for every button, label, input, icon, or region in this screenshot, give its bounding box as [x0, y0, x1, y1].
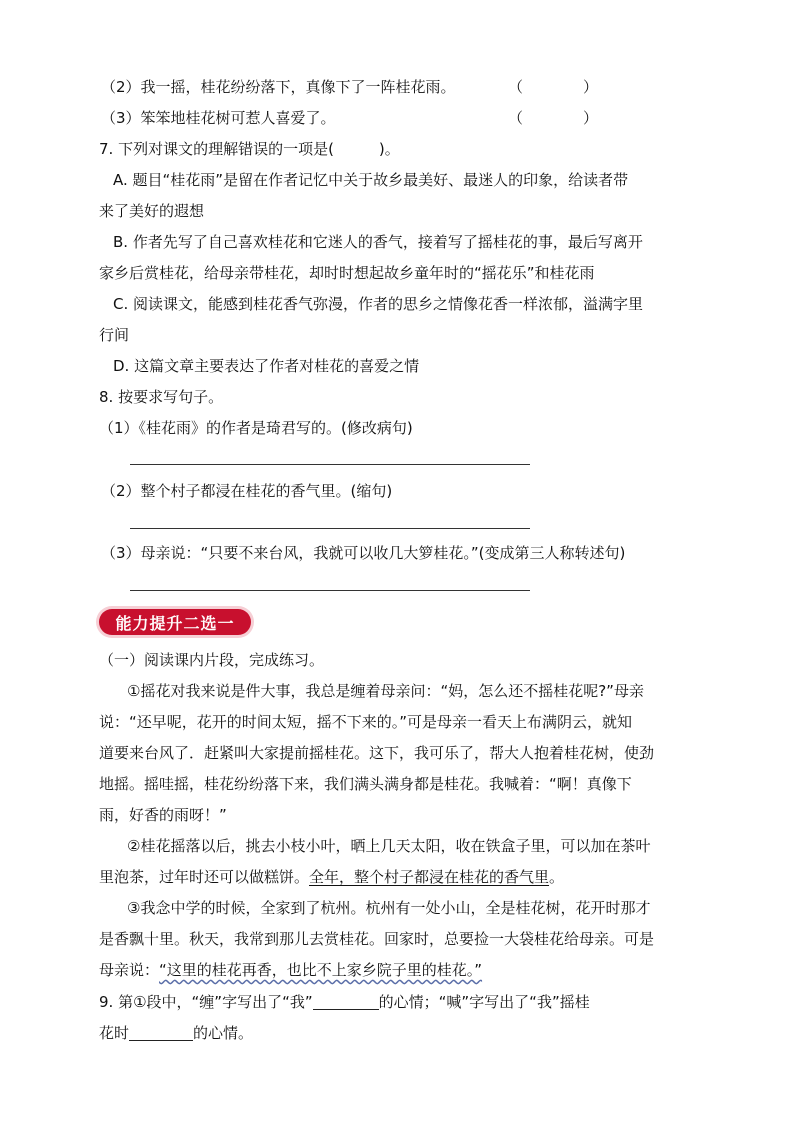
answer-parentheses-6-3[interactable]: （ ）	[508, 109, 599, 127]
passage-paragraph-3-line-2: 是香飘十里。秋天，我常到那儿去赏桂花。回家时，总要捡一大袋桂花给母亲。可是	[99, 930, 655, 948]
passage-paragraph-1-line-1: ①摇花对我来说是件大事，我总是缠着母亲问：“妈，怎么还不摇桂花呢?”母亲	[127, 682, 644, 700]
question-7-option-a: A. 题目“桂花雨”是留在作者记忆中关于故乡最美好、最迷人的印象，给读者带	[113, 171, 629, 189]
question-9-text: 9. 第①段中，“缠”字写出了“我”	[99, 993, 313, 1011]
question-7-option-a-cont: 来了美好的遐想	[99, 202, 205, 220]
answer-blank-9-2[interactable]	[129, 1024, 193, 1041]
section-badge: 能力提升二选一	[99, 609, 251, 635]
question-7-option-b: B. 作者先写了自己喜欢桂花和它迷人的香气，接着写了摇桂花的事，最后写离开	[113, 233, 643, 251]
passage-paragraph-1-line-5: 雨，好香的雨呀！”	[99, 806, 227, 824]
passage-intro: （一）阅读课内片段，完成练习。	[99, 651, 325, 669]
answer-line-8-1[interactable]	[130, 464, 530, 465]
passage-paragraph-3-line-1: ③我念中学的时候，全家到了杭州。杭州有一处小山，全是桂花树，花开时那才	[127, 899, 651, 917]
question-6-item-3: （3）笨笨地桂花树可惹人喜爱了。	[101, 109, 336, 127]
passage-paragraph-2-line-1: ②桂花摇落以后，挑去小枝小叶，晒上几天太阳，收在铁盒子里，可以加在茶叶	[127, 837, 651, 855]
question-9-text: 花时	[99, 1024, 130, 1042]
answer-line-8-2[interactable]	[130, 528, 530, 529]
answer-line-8-3[interactable]	[130, 590, 530, 591]
question-8-item-2: （2）整个村子都浸在桂花的香气里。(缩句)	[101, 482, 393, 500]
passage-paragraph-1-line-2: 说：“还早呢，花开的时间太短，摇不下来的。”可是母亲一看天上布满阴云，就知	[99, 713, 633, 731]
passage-text: 母亲说：	[99, 961, 160, 979]
underlined-sentence: 全年，整个村子都浸在桂花的香气里	[309, 868, 550, 886]
question-9-text: 的心情；“喊”字写出了“我”摇桂	[378, 993, 590, 1011]
answer-blank-9-1[interactable]	[313, 993, 379, 1010]
question-8-title: 8. 按要求写句子。	[99, 388, 224, 406]
passage-paragraph-3-line-3	[99, 960, 482, 980]
question-7-option-c-cont: 行间	[99, 326, 130, 344]
answer-parentheses-6-2[interactable]: （ ）	[508, 78, 599, 96]
question-7-option-c: C. 阅读课文，能感到桂花香气弥漫，作者的思乡之情像花香一样浓郁，溢满字里	[113, 295, 644, 313]
wavy-underlined-quote: “这里的桂花再香，也比不上家乡院子里的桂花。”	[159, 961, 483, 979]
passage-text: 里泡茶，过年时还可以做糕饼。	[99, 868, 310, 886]
question-7-option-b-cont: 家乡后赏桂花，给母亲带桂花，却时时想起故乡童年时的“摇花乐”和桂花雨	[99, 264, 595, 282]
passage-text: 。	[549, 868, 565, 886]
question-9-line-2	[99, 1023, 253, 1043]
passage-paragraph-1-line-4: 地摇。摇哇摇，桂花纷纷落下来，我们满头满身都是桂花。我喊着：“啊！真像下	[99, 775, 632, 793]
question-6-item-2: （2）我一摇，桂花纷纷落下，真像下了一阵桂花雨。	[101, 78, 456, 96]
question-9-text: 的心情。	[193, 1024, 254, 1042]
question-8-item-1: （1）《桂花雨》的作者是琦君写的。(修改病句)	[99, 419, 413, 437]
question-7-title: 7. 下列对课文的理解错误的一项是( )。	[99, 140, 400, 158]
question-7-option-d: D. 这篇文章主要表达了作者对桂花的喜爱之情	[113, 357, 420, 375]
question-8-item-3: （3）母亲说：“只要不来台风，我就可以收几大箩桂花。”(变成第三人称转述句)	[101, 544, 626, 562]
question-9-line-1	[99, 992, 590, 1012]
passage-paragraph-2-line-2	[99, 867, 564, 887]
passage-paragraph-1-line-3: 道要来台风了．赶紧叫大家提前摇桂花。这下，我可乐了，帮大人抱着桂花树，使劲	[99, 744, 655, 762]
